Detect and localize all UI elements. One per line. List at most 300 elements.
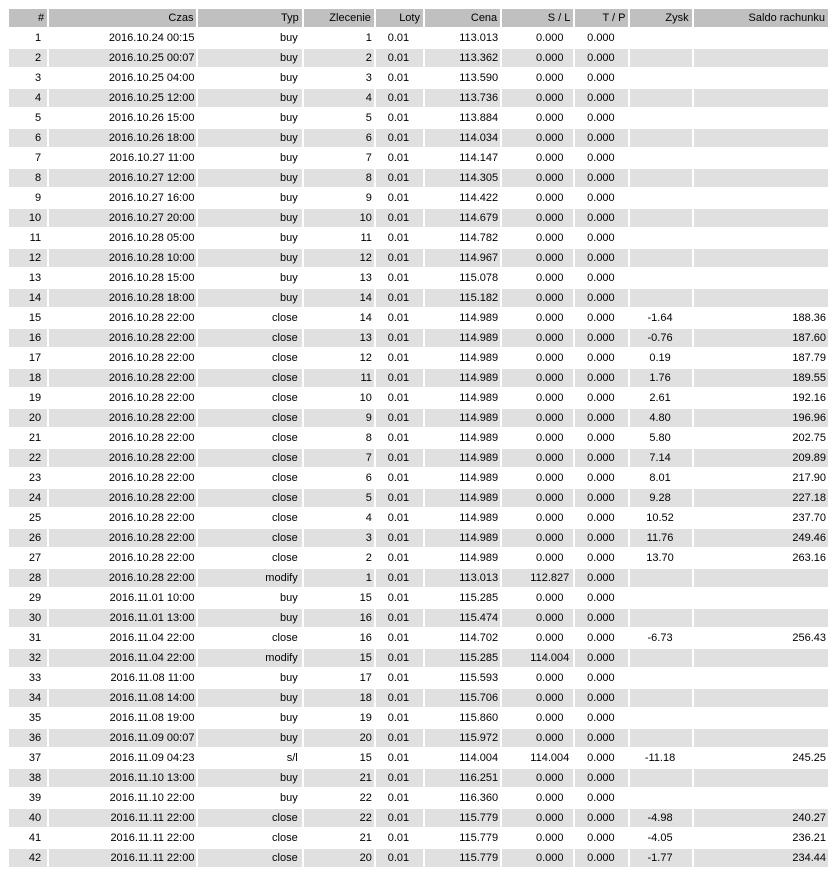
cell-order: 1 [304, 29, 374, 47]
cell-type: buy [198, 169, 301, 187]
col-header-stop-loss[interactable]: S / L [502, 9, 573, 27]
cell-profit [630, 689, 691, 707]
cell-balance: 196.96 [694, 409, 828, 427]
table-row[interactable] [9, 609, 828, 627]
cell-type: buy [198, 249, 301, 267]
cell-time: 2016.10.28 22:00 [49, 389, 196, 407]
table-row[interactable] [9, 669, 828, 687]
cell-take-profit: 0.000 [575, 509, 628, 527]
cell-price: 114.147 [425, 149, 500, 167]
cell-type: close [198, 329, 301, 347]
cell-balance: 227.18 [694, 489, 828, 507]
cell-time: 2016.10.25 00:07 [49, 49, 196, 67]
cell-number: 16 [9, 329, 47, 347]
cell-number: 4 [9, 89, 47, 107]
cell-order: 15 [304, 749, 374, 767]
cell-time: 2016.10.28 22:00 [49, 349, 196, 367]
cell-lots: 0.01 [376, 549, 423, 567]
cell-number: 42 [9, 849, 47, 867]
cell-order: 7 [304, 449, 374, 467]
cell-balance [694, 709, 828, 727]
cell-stop-loss: 0.000 [502, 509, 573, 527]
cell-stop-loss: 0.000 [502, 409, 573, 427]
cell-price: 115.779 [425, 829, 500, 847]
cell-take-profit: 0.000 [575, 849, 628, 867]
cell-order: 14 [304, 309, 374, 327]
cell-balance [694, 229, 828, 247]
table-row[interactable] [9, 649, 828, 667]
col-header-lots[interactable]: Loty [376, 9, 423, 27]
cell-lots: 0.01 [376, 429, 423, 447]
table-row[interactable] [9, 709, 828, 727]
cell-time: 2016.11.11 22:00 [49, 849, 196, 867]
table-row[interactable] [9, 189, 828, 207]
table-row[interactable] [9, 529, 828, 547]
cell-time: 2016.11.08 19:00 [49, 709, 196, 727]
cell-type: buy [198, 709, 301, 727]
cell-lots: 0.01 [376, 849, 423, 867]
cell-type: buy [198, 129, 301, 147]
cell-take-profit: 0.000 [575, 149, 628, 167]
cell-lots: 0.01 [376, 229, 423, 247]
cell-balance: 202.75 [694, 429, 828, 447]
cell-lots: 0.01 [376, 569, 423, 587]
cell-profit [630, 589, 691, 607]
cell-order: 10 [304, 209, 374, 227]
cell-order: 14 [304, 289, 374, 307]
cell-number: 6 [9, 129, 47, 147]
cell-stop-loss: 0.000 [502, 89, 573, 107]
cell-order: 16 [304, 609, 374, 627]
cell-number: 30 [9, 609, 47, 627]
cell-stop-loss: 0.000 [502, 169, 573, 187]
cell-time: 2016.10.28 15:00 [49, 269, 196, 287]
col-header-time[interactable]: Czas [49, 9, 196, 27]
cell-profit [630, 29, 691, 47]
cell-type: buy [198, 729, 301, 747]
cell-take-profit: 0.000 [575, 189, 628, 207]
cell-stop-loss: 112.827 [502, 569, 573, 587]
col-header-balance[interactable]: Saldo rachunku [694, 9, 828, 27]
cell-order: 10 [304, 389, 374, 407]
cell-number: 15 [9, 309, 47, 327]
cell-time: 2016.10.28 05:00 [49, 229, 196, 247]
table-row[interactable] [9, 549, 828, 567]
cell-take-profit: 0.000 [575, 549, 628, 567]
cell-stop-loss: 0.000 [502, 489, 573, 507]
cell-lots: 0.01 [376, 509, 423, 527]
cell-stop-loss: 0.000 [502, 309, 573, 327]
cell-stop-loss: 0.000 [502, 529, 573, 547]
cell-order: 3 [304, 529, 374, 547]
cell-lots: 0.01 [376, 529, 423, 547]
cell-price: 116.360 [425, 789, 500, 807]
table-row[interactable] [9, 269, 828, 287]
table-row[interactable] [9, 309, 828, 327]
cell-take-profit: 0.000 [575, 49, 628, 67]
cell-order: 15 [304, 589, 374, 607]
cell-price: 113.013 [425, 569, 500, 587]
cell-balance: 240.27 [694, 809, 828, 827]
table-row[interactable] [9, 429, 828, 447]
cell-number: 38 [9, 769, 47, 787]
cell-type: buy [198, 29, 301, 47]
cell-type: modify [198, 649, 301, 667]
cell-stop-loss: 0.000 [502, 209, 573, 227]
cell-type: s/l [198, 749, 301, 767]
cell-take-profit: 0.000 [575, 709, 628, 727]
cell-take-profit: 0.000 [575, 89, 628, 107]
cell-profit: 7.14 [630, 449, 691, 467]
cell-number: 41 [9, 829, 47, 847]
cell-time: 2016.10.26 15:00 [49, 109, 196, 127]
cell-type: close [198, 469, 301, 487]
cell-profit: 2.61 [630, 389, 691, 407]
cell-balance [694, 269, 828, 287]
cell-profit [630, 49, 691, 67]
cell-lots: 0.01 [376, 349, 423, 367]
cell-time: 2016.10.28 22:00 [49, 449, 196, 467]
cell-price: 114.989 [425, 529, 500, 547]
cell-price: 114.989 [425, 489, 500, 507]
table-row[interactable] [9, 509, 828, 527]
cell-stop-loss: 0.000 [502, 389, 573, 407]
cell-lots: 0.01 [376, 449, 423, 467]
header-row [9, 9, 828, 27]
table-row[interactable] [9, 789, 828, 807]
cell-number: 2 [9, 49, 47, 67]
cell-time: 2016.10.27 12:00 [49, 169, 196, 187]
cell-balance [694, 669, 828, 687]
table-row[interactable] [9, 209, 828, 227]
cell-stop-loss: 0.000 [502, 349, 573, 367]
cell-balance: 234.44 [694, 849, 828, 867]
cell-balance [694, 49, 828, 67]
cell-price: 114.989 [425, 509, 500, 527]
table-row[interactable] [9, 569, 828, 587]
cell-order: 2 [304, 549, 374, 567]
cell-stop-loss: 0.000 [502, 549, 573, 567]
cell-price: 114.989 [425, 449, 500, 467]
cell-number: 28 [9, 569, 47, 587]
cell-price: 115.779 [425, 849, 500, 867]
cell-time: 2016.11.08 11:00 [49, 669, 196, 687]
cell-order: 3 [304, 69, 374, 87]
table-row[interactable] [9, 489, 828, 507]
cell-type: close [198, 549, 301, 567]
cell-type: buy [198, 689, 301, 707]
cell-order: 6 [304, 469, 374, 487]
table-row[interactable] [9, 749, 828, 767]
cell-type: close [198, 849, 301, 867]
cell-stop-loss: 0.000 [502, 329, 573, 347]
table-row[interactable] [9, 149, 828, 167]
table-row[interactable] [9, 589, 828, 607]
table-row[interactable] [9, 249, 828, 267]
cell-stop-loss: 0.000 [502, 49, 573, 67]
cell-take-profit: 0.000 [575, 369, 628, 387]
cell-price: 115.182 [425, 289, 500, 307]
cell-lots: 0.01 [376, 149, 423, 167]
cell-type: buy [198, 669, 301, 687]
col-header-number[interactable]: # [9, 9, 47, 27]
cell-profit: 9.28 [630, 489, 691, 507]
cell-number: 21 [9, 429, 47, 447]
cell-type: buy [198, 49, 301, 67]
table-row[interactable] [9, 689, 828, 707]
cell-profit [630, 649, 691, 667]
cell-number: 3 [9, 69, 47, 87]
cell-profit [630, 709, 691, 727]
cell-stop-loss: 0.000 [502, 69, 573, 87]
table-row[interactable] [9, 729, 828, 747]
table-row[interactable] [9, 629, 828, 647]
cell-price: 113.590 [425, 69, 500, 87]
cell-price: 114.702 [425, 629, 500, 647]
col-header-price[interactable]: Cena [425, 9, 500, 27]
cell-order: 21 [304, 769, 374, 787]
cell-balance [694, 89, 828, 107]
cell-take-profit: 0.000 [575, 729, 628, 747]
cell-stop-loss: 0.000 [502, 629, 573, 647]
col-header-order[interactable]: Zlecenie [304, 9, 374, 27]
cell-balance: 263.16 [694, 549, 828, 567]
cell-number: 31 [9, 629, 47, 647]
cell-take-profit: 0.000 [575, 69, 628, 87]
cell-time: 2016.10.28 18:00 [49, 289, 196, 307]
cell-lots: 0.01 [376, 729, 423, 747]
cell-stop-loss: 0.000 [502, 849, 573, 867]
cell-price: 114.989 [425, 469, 500, 487]
table-row[interactable] [9, 349, 828, 367]
cell-lots: 0.01 [376, 609, 423, 627]
cell-stop-loss: 0.000 [502, 709, 573, 727]
cell-take-profit: 0.000 [575, 489, 628, 507]
cell-stop-loss: 0.000 [502, 289, 573, 307]
cell-lots: 0.01 [376, 109, 423, 127]
cell-type: buy [198, 89, 301, 107]
cell-price: 115.972 [425, 729, 500, 747]
cell-number: 27 [9, 549, 47, 567]
cell-order: 2 [304, 49, 374, 67]
cell-take-profit: 0.000 [575, 669, 628, 687]
cell-type: close [198, 509, 301, 527]
cell-profit [630, 289, 691, 307]
cell-take-profit: 0.000 [575, 329, 628, 347]
cell-stop-loss: 114.004 [502, 649, 573, 667]
cell-price: 114.989 [425, 369, 500, 387]
trade-history-table [7, 7, 830, 869]
cell-type: buy [198, 229, 301, 247]
cell-take-profit: 0.000 [575, 289, 628, 307]
cell-balance [694, 729, 828, 747]
cell-stop-loss: 0.000 [502, 429, 573, 447]
cell-profit: -1.77 [630, 849, 691, 867]
table-row[interactable] [9, 829, 828, 847]
cell-stop-loss: 0.000 [502, 369, 573, 387]
cell-profit: -1.64 [630, 309, 691, 327]
cell-take-profit: 0.000 [575, 309, 628, 327]
cell-stop-loss: 0.000 [502, 249, 573, 267]
cell-order: 13 [304, 269, 374, 287]
table-row[interactable] [9, 29, 828, 47]
cell-type: close [198, 409, 301, 427]
cell-lots: 0.01 [376, 649, 423, 667]
cell-number: 5 [9, 109, 47, 127]
cell-stop-loss: 114.004 [502, 749, 573, 767]
cell-time: 2016.11.11 22:00 [49, 829, 196, 847]
cell-take-profit: 0.000 [575, 269, 628, 287]
cell-order: 5 [304, 109, 374, 127]
cell-number: 12 [9, 249, 47, 267]
cell-order: 17 [304, 669, 374, 687]
cell-balance [694, 649, 828, 667]
cell-stop-loss: 0.000 [502, 109, 573, 127]
cell-price: 114.305 [425, 169, 500, 187]
cell-order: 12 [304, 349, 374, 367]
table-row[interactable] [9, 449, 828, 467]
cell-balance [694, 589, 828, 607]
cell-type: close [198, 349, 301, 367]
cell-take-profit: 0.000 [575, 409, 628, 427]
cell-balance [694, 789, 828, 807]
cell-type: buy [198, 289, 301, 307]
cell-stop-loss: 0.000 [502, 809, 573, 827]
cell-lots: 0.01 [376, 409, 423, 427]
cell-time: 2016.10.28 22:00 [49, 329, 196, 347]
cell-price: 114.989 [425, 409, 500, 427]
cell-lots: 0.01 [376, 789, 423, 807]
cell-take-profit: 0.000 [575, 829, 628, 847]
cell-take-profit: 0.000 [575, 249, 628, 267]
cell-balance: 187.79 [694, 349, 828, 367]
cell-take-profit: 0.000 [575, 689, 628, 707]
cell-price: 114.422 [425, 189, 500, 207]
table-row[interactable] [9, 129, 828, 147]
cell-price: 115.285 [425, 589, 500, 607]
cell-time: 2016.10.28 22:00 [49, 469, 196, 487]
cell-time: 2016.10.24 00:15 [49, 29, 196, 47]
table-row[interactable] [9, 409, 828, 427]
cell-balance [694, 289, 828, 307]
cell-take-profit: 0.000 [575, 429, 628, 447]
cell-order: 18 [304, 689, 374, 707]
cell-take-profit: 0.000 [575, 809, 628, 827]
cell-take-profit: 0.000 [575, 789, 628, 807]
cell-balance: 192.16 [694, 389, 828, 407]
table-row[interactable] [9, 229, 828, 247]
cell-lots: 0.01 [376, 829, 423, 847]
cell-price: 114.989 [425, 389, 500, 407]
cell-price: 114.989 [425, 309, 500, 327]
cell-lots: 0.01 [376, 469, 423, 487]
cell-time: 2016.10.27 16:00 [49, 189, 196, 207]
cell-number: 19 [9, 389, 47, 407]
table-row[interactable] [9, 849, 828, 867]
cell-time: 2016.10.28 22:00 [49, 369, 196, 387]
cell-time: 2016.10.28 22:00 [49, 529, 196, 547]
cell-balance: 256.43 [694, 629, 828, 647]
cell-take-profit: 0.000 [575, 449, 628, 467]
cell-price: 114.967 [425, 249, 500, 267]
table-row[interactable] [9, 769, 828, 787]
col-header-profit[interactable]: Zysk [630, 9, 691, 27]
table-row[interactable] [9, 49, 828, 67]
cell-stop-loss: 0.000 [502, 729, 573, 747]
cell-type: buy [198, 769, 301, 787]
cell-order: 20 [304, 729, 374, 747]
cell-profit [630, 569, 691, 587]
table-row[interactable] [9, 289, 828, 307]
table-row[interactable] [9, 69, 828, 87]
table-row[interactable] [9, 169, 828, 187]
cell-number: 10 [9, 209, 47, 227]
cell-time: 2016.10.28 22:00 [49, 549, 196, 567]
cell-stop-loss: 0.000 [502, 769, 573, 787]
table-row[interactable] [9, 89, 828, 107]
cell-number: 8 [9, 169, 47, 187]
table-row[interactable] [9, 469, 828, 487]
cell-profit: 11.76 [630, 529, 691, 547]
cell-lots: 0.01 [376, 209, 423, 227]
cell-type: modify [198, 569, 301, 587]
cell-number: 23 [9, 469, 47, 487]
table-row[interactable] [9, 109, 828, 127]
cell-order: 8 [304, 169, 374, 187]
cell-time: 2016.10.28 22:00 [49, 309, 196, 327]
cell-lots: 0.01 [376, 809, 423, 827]
cell-order: 16 [304, 629, 374, 647]
cell-type: close [198, 629, 301, 647]
cell-profit [630, 89, 691, 107]
cell-time: 2016.10.27 20:00 [49, 209, 196, 227]
cell-type: buy [198, 609, 301, 627]
cell-number: 26 [9, 529, 47, 547]
cell-stop-loss: 0.000 [502, 669, 573, 687]
cell-number: 29 [9, 589, 47, 607]
cell-lots: 0.01 [376, 169, 423, 187]
table-row[interactable] [9, 809, 828, 827]
cell-order: 19 [304, 709, 374, 727]
cell-order: 20 [304, 849, 374, 867]
table-row[interactable] [9, 329, 828, 347]
cell-time: 2016.11.10 13:00 [49, 769, 196, 787]
cell-time: 2016.10.27 11:00 [49, 149, 196, 167]
cell-number: 1 [9, 29, 47, 47]
cell-balance [694, 569, 828, 587]
cell-balance [694, 209, 828, 227]
cell-take-profit: 0.000 [575, 349, 628, 367]
table-row[interactable] [9, 389, 828, 407]
cell-balance [694, 129, 828, 147]
cell-take-profit: 0.000 [575, 109, 628, 127]
cell-order: 22 [304, 789, 374, 807]
cell-price: 116.251 [425, 769, 500, 787]
col-header-type[interactable]: Typ [198, 9, 301, 27]
table-row[interactable] [9, 369, 828, 387]
cell-price: 114.004 [425, 749, 500, 767]
cell-profit [630, 149, 691, 167]
cell-type: buy [198, 69, 301, 87]
col-header-take-profit[interactable]: T / P [575, 9, 628, 27]
cell-take-profit: 0.000 [575, 469, 628, 487]
cell-balance: 217.90 [694, 469, 828, 487]
cell-number: 14 [9, 289, 47, 307]
cell-time: 2016.10.26 18:00 [49, 129, 196, 147]
cell-type: close [198, 309, 301, 327]
cell-balance [694, 169, 828, 187]
cell-price: 115.860 [425, 709, 500, 727]
